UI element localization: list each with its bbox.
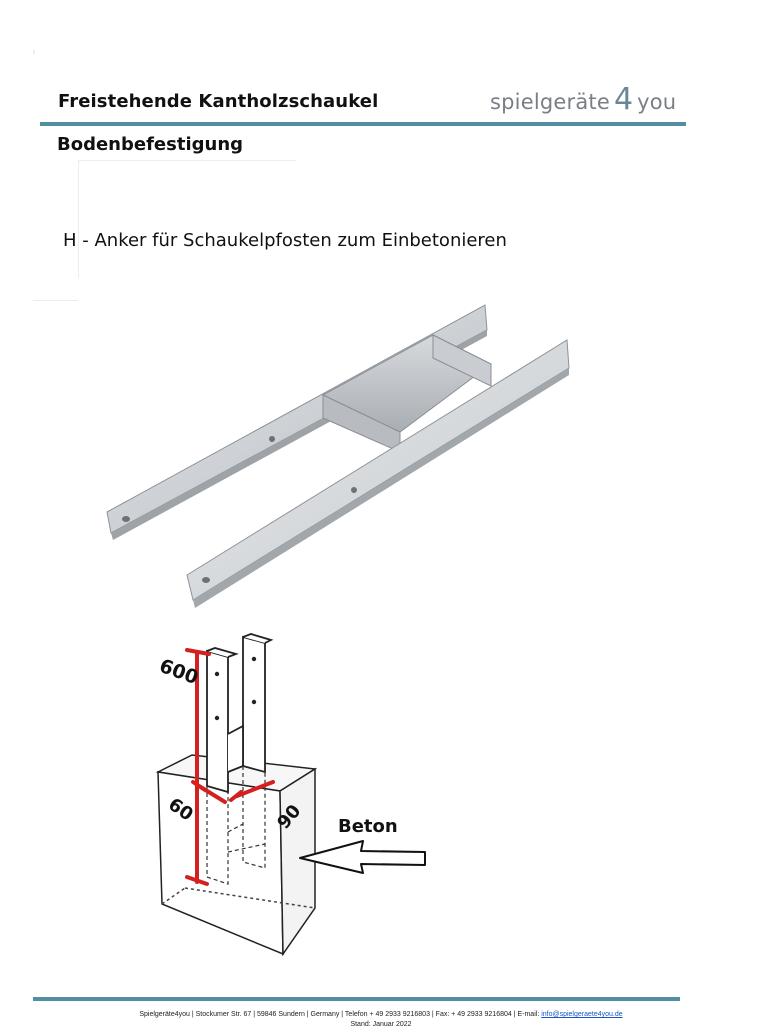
bolt-hole [269,436,275,442]
scan-artifact [78,160,79,278]
header-divider [40,122,686,126]
scan-artifact [33,300,78,301]
logo-text-part3: you [637,90,677,114]
product-title: H - Anker für Schaukelpfosten zum Einbetonieren [63,230,507,251]
concrete-block [158,755,315,954]
footer-date: Stand: Januar 2022 [350,1021,412,1028]
width-label-left: 60 [164,794,197,826]
bolt-hole [351,487,357,493]
logo-text-part1: spiel [490,90,540,114]
scan-artifact [78,160,296,161]
bolt-hole [202,577,210,583]
footer-address: Spielgeräte4you | Stockumer Str. 67 | 59846 Sundern | Germany | Telefon + 49 2933 9216803 | Fax: + 49 2933 9216804 | E-mail: [139,1011,542,1018]
bolt-hole [122,516,130,522]
height-measure-cap-top [187,650,209,654]
width-label-right: 90 [273,800,306,834]
logo-number: 4 [613,82,634,117]
footer-email-link[interactable]: info@spielgeraete4you.de [541,1011,623,1018]
anchor-plates [207,634,271,792]
h-anchor-photo [95,300,580,615]
footer-divider [33,997,680,1001]
concrete-label: Beton [338,816,398,837]
document-title: Freistehende Kantholzschaukel [58,91,379,112]
page-mark [33,50,35,54]
footer-contact [0,1011,762,1018]
installation-diagram [125,622,435,958]
logo-text-part2: geräte [539,90,610,114]
section-title: Bodenbefestigung [57,134,244,155]
height-label: 600 [156,654,202,690]
concrete-arrow [300,841,425,873]
brand-logo[interactable] [490,82,676,122]
